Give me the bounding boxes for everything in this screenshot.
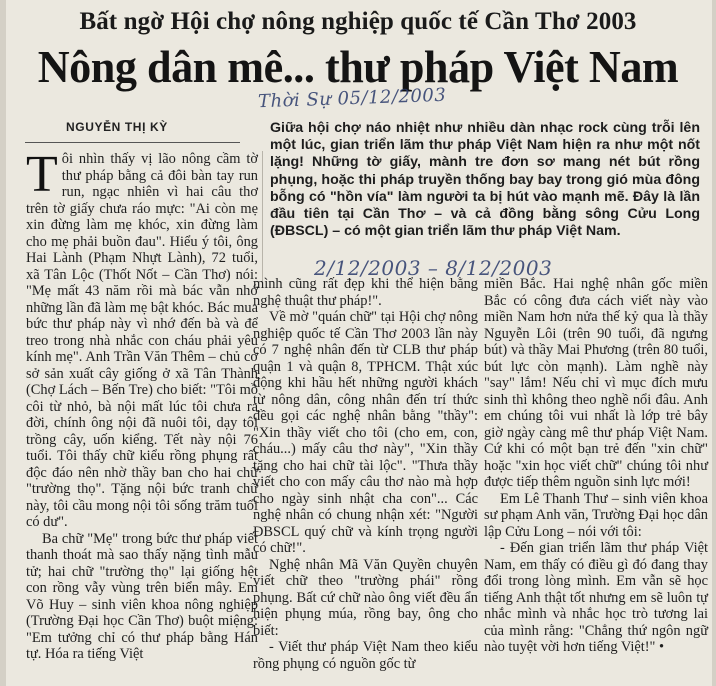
column-2-paragraph-2: Về mờ "quán chữ" tại Hội chợ nông nghiệp quốc tế Cần Thơ 2003 lần này có 7 nghệ nhân đến từ CLB thư pháp quận 1 và quận 8, TPHCM. Thật xúc động khi hầu hết những người khách từ nông dân, công nhân đến trí thức đều gọi các nghệ nhân bằng "thầy": "Xin thầy viết cho tôi (cho em, con, cháu...) mấy câu thơ này", "Xin thầy tặng cho hai chữ tài lộc". "Thưa thầy viết cho con mấy câu thơ nào mà hợp cho ngày sinh nhật cha con"... Các nghệ nhân có chung nhận xét: "Người ĐBSCL quý chữ và kính trọng người có chữ!".	[253, 309, 478, 556]
clipping-edge-left	[0, 0, 6, 686]
clipping-edge-right	[712, 0, 716, 686]
column-divider	[262, 151, 263, 281]
column-2-paragraph-4: - Viết thư pháp Việt Nam theo kiểu rồng phụng có nguồn gốc từ	[253, 639, 478, 672]
lead-paragraph: Giữa hội chợ náo nhiệt như nhiều dàn nhạc rock cùng trỗi lên một lúc, gian triển lãm thư pháp Việt Nam hiện ra như một nốt lặng! Những tờ giấy, mành tre đơn sơ mang nét bút rồng phụng, hoặc thi pháp truyền thống bay bay trong gió mùa đông bỗng có "hồn vía" làm người ta bị hút vào mạnh mẽ. Đây là lần đầu tiên tại Cần Thơ – và cả đồng bằng sông Cửu Long (ĐBSCL) – có một gian triển lãm thư pháp Việt Nam.	[270, 120, 700, 240]
column-1-paragraph-2: Ba chữ "Mẹ" trong bức thư pháp viết thanh thoát mà sao thấy nặng tình mẫu tử; hai chữ "trường thọ" lại giống hệt con rồng vẫy vùng trên biển mây. Em Võ Huy – sinh viên khoa nông nghiệp (Trường Đại học Cần Thơ) buột miệng: "Em tưởng chỉ có thư pháp bằng Hán tự. Hóa ra tiếng Việt	[26, 530, 258, 662]
handwritten-date-note: Thời Sự 05/12/2003	[257, 84, 447, 113]
column-2-paragraph-1: mình cũng rất đẹp khi thể hiện bằng nghệ thuật thư pháp!".	[253, 276, 478, 309]
article-column-2	[253, 276, 478, 672]
kicker-headline: Bất ngờ Hội chợ nông nghiệp quốc tế Cần Thơ 2003	[79, 8, 637, 35]
article-column-1	[26, 146, 258, 663]
column-3-paragraph-1: miền Bắc. Hai nghệ nhân gốc miền Bắc có công đưa cách viết này vào miền Nam hơn nửa thế kỷ qua là thầy Nguyễn Lôi (trên 90 tuổi, đã ngưng bút) và thầy Mai Phương (trên 80 tuổi, bút lực còn mạnh). Làm nghề này "say" lắm! Nếu chỉ vì mục đích mưu sinh thì không theo nghề nổi đâu. Anh em chúng tôi vui nhất là lớp trẻ bây giờ ngày càng mê thư pháp Việt Nam. Cứ khi có một bạn trẻ đến "xin chữ" hoặc "xin học viết chữ" chúng tôi như được tiếp thêm nguồn sinh lực mới!	[484, 276, 708, 490]
author-byline: NGUYỄN THỊ KỲ	[66, 120, 168, 134]
handwritten-date-range: 2/12/2003 – 8/12/2003	[314, 256, 553, 280]
byline-rule	[25, 142, 240, 143]
drop-cap: T	[26, 146, 58, 203]
column-3-paragraph-3: - Đến gian triển lãm thư pháp Việt Nam, em thấy có điều gì đó đang thay đổi trong lòng mình. Em vẫn sẽ học tiếng Anh thật tốt nhưng em sẽ luôn tự nhắc mình và nhắc học trò tương lai của mình rằng: "Chẳng thứ ngôn ngữ nào tuyệt vời hơn tiếng Việt!" •	[484, 540, 708, 655]
column-1-paragraph-1	[26, 146, 258, 531]
article-column-3	[484, 276, 708, 656]
column-1-text-1: ôi nhìn thấy vị lão nông cầm tờ thư pháp bằng cả đôi bàn tay run run, ngạc nhiên vì hai câu thơ trên tờ giấy chưa ráo mực: "Ai còn mẹ xin đừng làm mẹ khóc, xin đừng làm cho mẹ phải buồn đau". Hiểu ý tôi, ông Hai Lành (Phạm Nhựt Lành), 72 tuổi, xã Tân Lộc (Thốt Nốt – Cần Thơ) nói: "Mẹ mất 43 năm rồi mà bác vẫn nhớ những lần đã làm mẹ bật khóc. Bác mua bức thư pháp này vì nhớ đến bà và để treo trong nhà nhắc con cháu phải yêu kính mẹ". Anh Trần Văn Thêm – chủ cơ sở sản xuất cây giống ở xã Tân Thành (Chợ Lách – Bến Tre) cho biết: "Tôi mồ côi từ nhỏ, bà nội mất lúc tôi chưa ra đời, chính ông nội đã nuôi tôi, dạy tôi trồng cây, uốn kiểng. Tết này nội 76 tuổi. Tôi thấy chữ kiểu rồng phụng rất độc đáo nên nhờ thầy ban cho hai chữ "trường thọ". Tặng nội bức tranh chữ này, tôi cầu mong nội tôi sống trăm tuổi có dư".	[26, 151, 258, 530]
column-2-paragraph-3: Nghệ nhân Mã Văn Quyền chuyên viết chữ theo "trường phái" rồng phụng. Bất cứ chữ nào ông viết đều ẩn hiện phụng múa, rồng bay, ông cho biết:	[253, 556, 478, 639]
main-headline: Nông dân mê... thư pháp Việt Nam	[37, 41, 679, 92]
column-3-paragraph-2: Em Lê Thanh Thư – sinh viên khoa sư phạm Anh văn, Trường Đại học dân lập Cửu Long – nói với tôi:	[484, 490, 708, 540]
